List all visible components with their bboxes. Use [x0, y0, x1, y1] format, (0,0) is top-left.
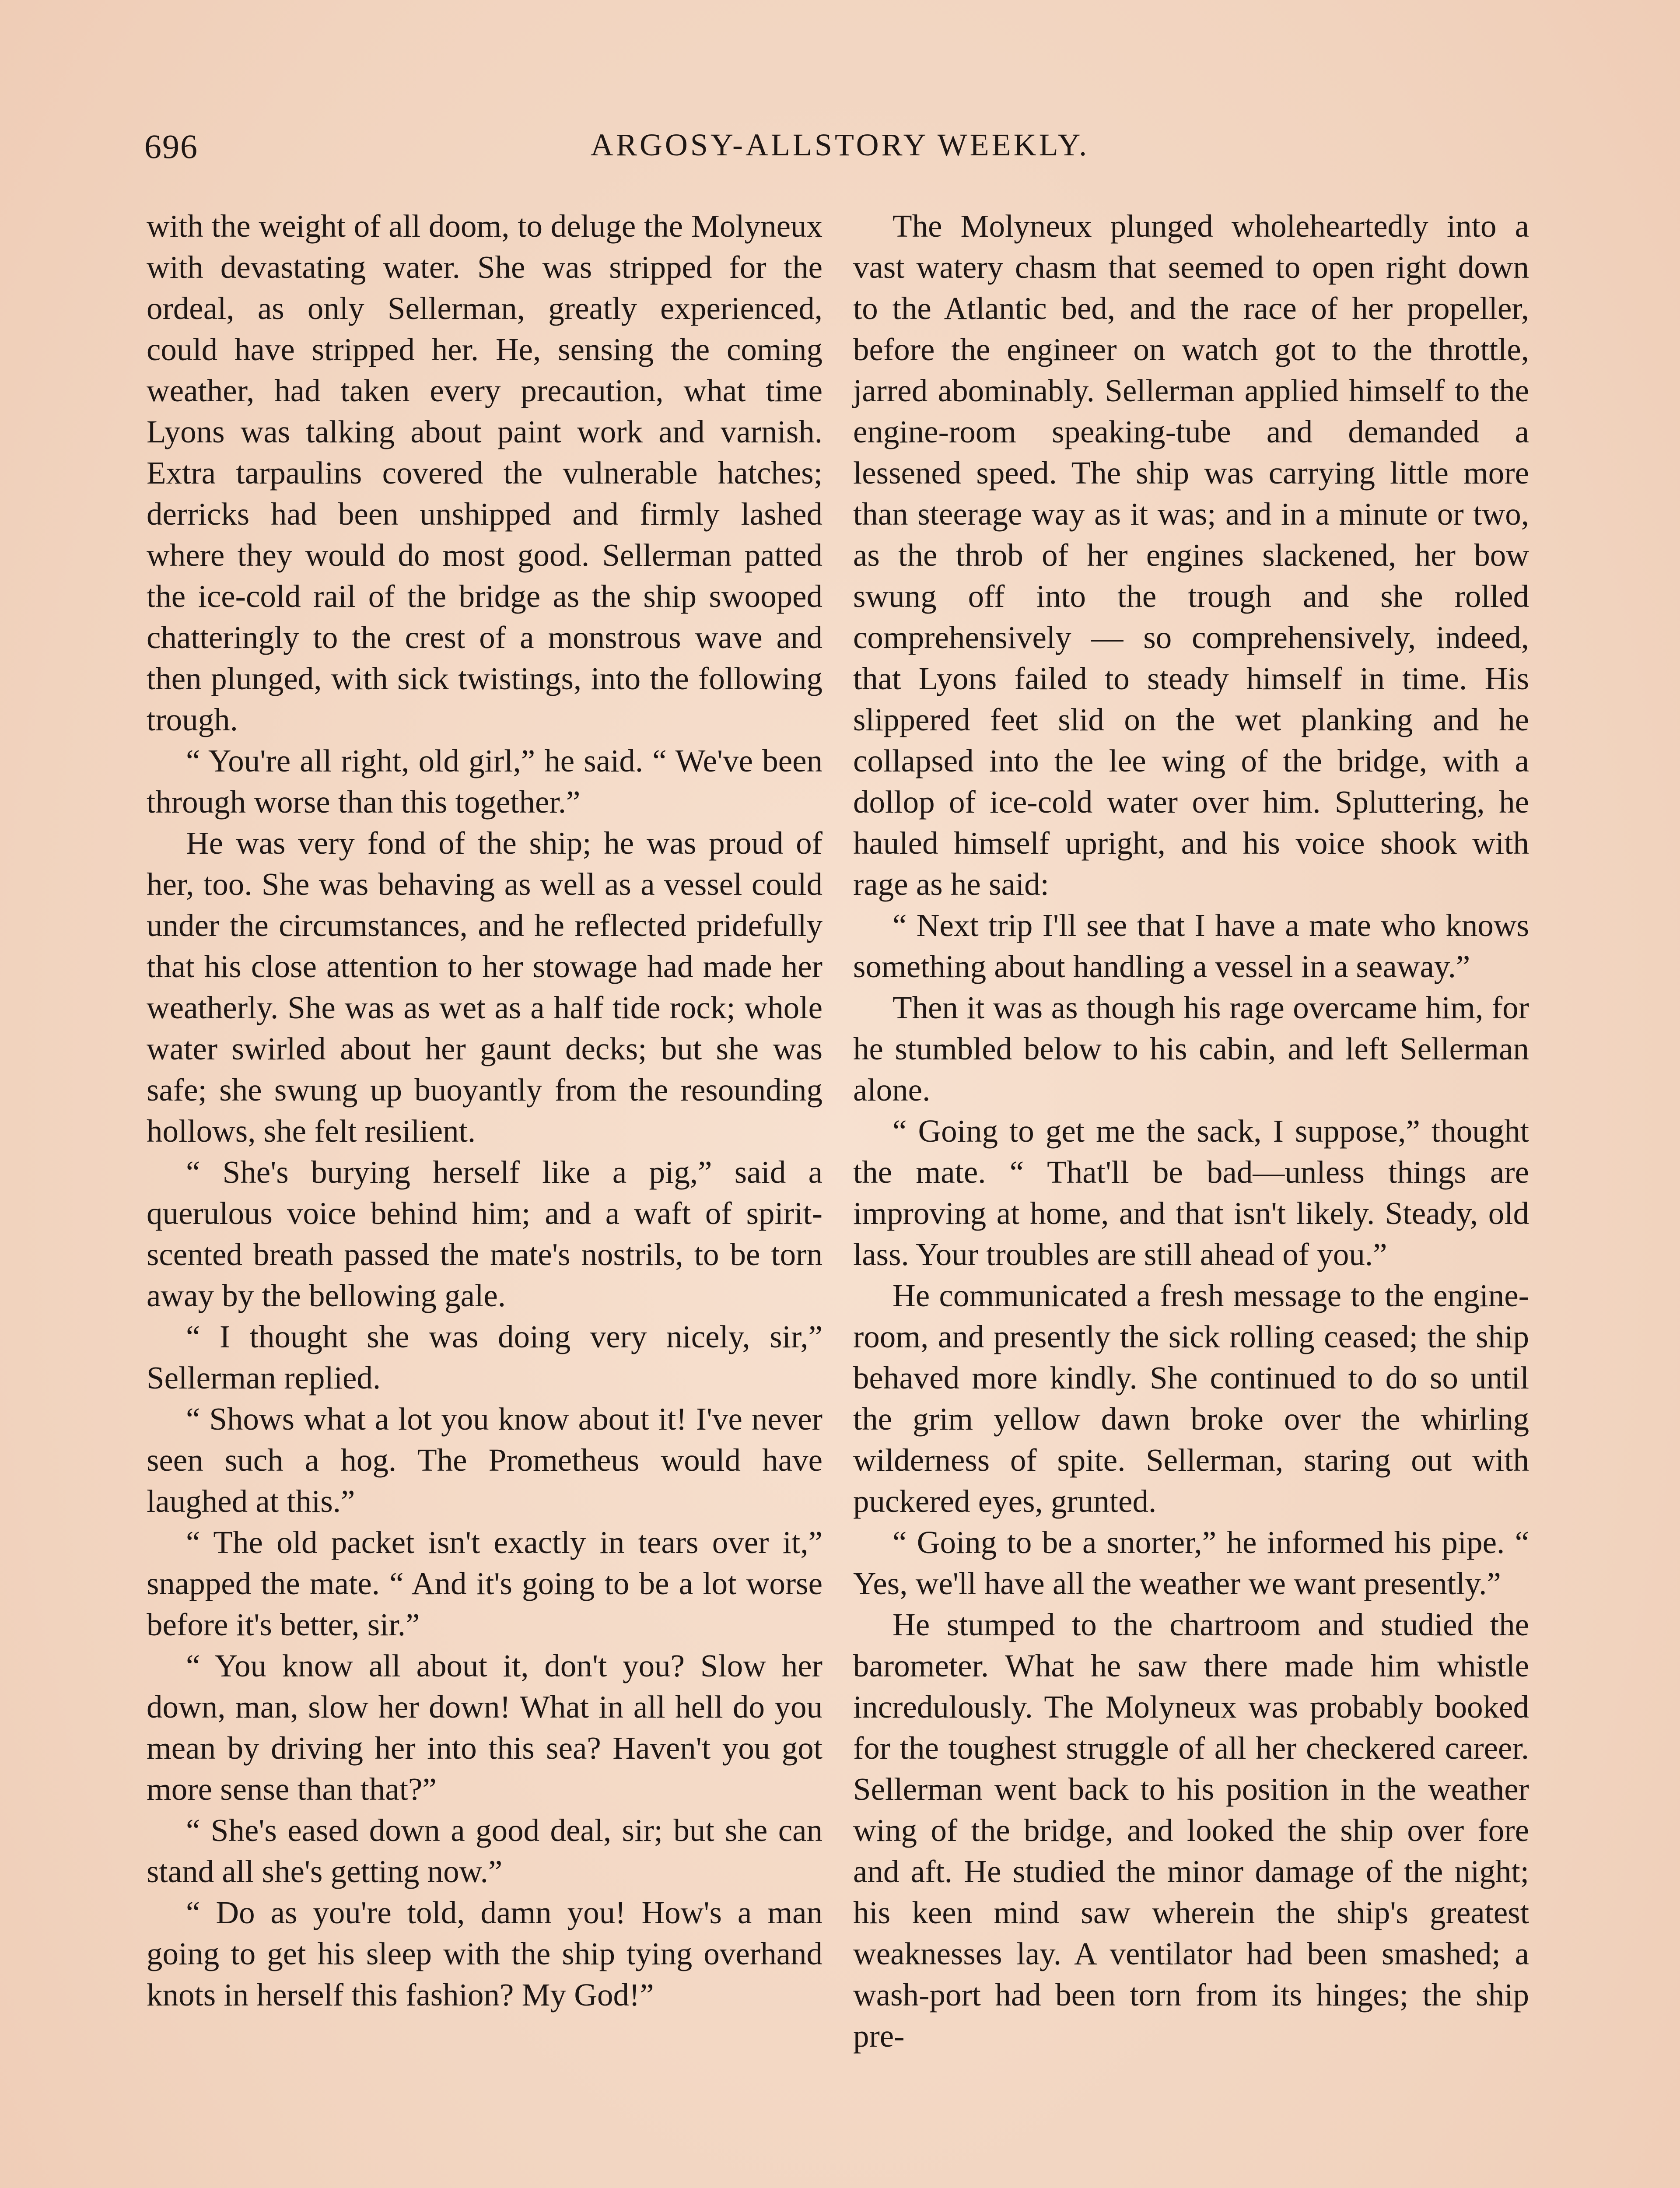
paragraph: “ I thought she was doing very nicely, sir,” Sellerman replied. — [147, 1319, 822, 1396]
page-header — [144, 127, 1536, 179]
paragraph: The Molyneux plunged wholeheartedly into a vast watery chasm that seemed to open right down to the Atlantic bed, and the race of her propeller, before the engineer on watch got to the throttle, jarred abominably. Sellerman applied himself to the engine-room speaking-tube and demanded a lessened speed. The ship was carrying little more than steerage way as it was; and in a minute or two, as the throb of her engines slackened, her bow swung off into the trough and she rolled comprehensively — so comprehensively, indeed, that Lyons failed to steady himself in time. His slippered feet slid on the wet planking and he collapsed into the lee wing of the bridge, with a dollop of ice-cold water over him. Spluttering, he hauled himself upright, and his voice shook with rage as he said: — [853, 208, 1529, 902]
paragraph: “ Do as you're told, damn you! How's a man going to get his sleep with the ship tying overhand knots in herself this fashion? My God!” — [147, 1895, 822, 2013]
paragraph: “ Going to get me the sack, I suppose,” thought the mate. “ That'll be bad—unless things are improving at home, and that isn't likely. Steady, old lass. Your troubles are still ahead of you.” — [853, 1113, 1529, 1272]
running-head: ARGOSY-ALLSTORY WEEKLY. — [590, 127, 1090, 162]
paragraph: “ You're all right, old girl,” he said. “ We've been through worse than this together.” — [147, 743, 822, 820]
right-column — [853, 206, 1529, 2057]
paragraph: with the weight of all doom, to deluge the Molyneux with devastating water. She was stripped for the ordeal, as only Sellerman, greatly experienced, could have stripped her. He, sensing the coming weather, had taken every precaution, what time Lyons was talking about paint work and varnish. Extra tarpaulins covered the vulnerable hatches; derricks had been unshipped and firmly lashed where they would do most good. Sellerman patted the ice-cold rail of the bridge as the ship swooped chatteringly to the crest of a monstrous wave and then plunged, with sick twistings, into the following trough. — [147, 208, 822, 737]
paragraph: He was very fond of the ship; he was proud of her, too. She was behaving as well as a vessel could under the circumstances, and he reflected pridefully that his close attention to her stowage had made her weatherly. She was as wet as a half tide rock; whole water swirled about her gaunt decks; but she was safe; she swung up buoyantly from the resounding hollows, she felt resilient. — [147, 825, 822, 1149]
paragraph: Then it was as though his rage overcame him, for he stumbled below to his cabin, and left Sellerman alone. — [853, 990, 1529, 1108]
paragraph: “ She's burying herself like a pig,” said a querulous voice behind him; and a waft of spirit-scented breath passed the mate's nostrils, to be torn away by the bellowing gale. — [147, 1154, 822, 1313]
paragraph: “ Next trip I'll see that I have a mate who knows something about handling a vessel in a seaway.” — [853, 908, 1529, 984]
paragraph: “ Going to be a snorter,” he informed his pipe. “ Yes, we'll have all the weather we want presently.” — [853, 1525, 1529, 1601]
paragraph: “ You know all about it, don't you? Slow her down, man, slow her down! What in all hell do you mean by driving her into this sea? Haven't you got more sense than that?” — [147, 1648, 822, 1807]
paragraph: “ Shows what a lot you know about it! I've never seen such a hog. The Prometheus would have laughed at this.” — [147, 1401, 822, 1519]
paragraph: He communicated a fresh message to the engine-room, and presently the sick rolling ceased; the ship behaved more kindly. She continued to do so until the grim yellow dawn broke over the whirling wilderness of spite. Sellerman, staring out with puckered eyes, grunted. — [853, 1278, 1529, 1519]
paragraph: “ She's eased down a good deal, sir; but she can stand all she's getting now.” — [147, 1813, 822, 1889]
paragraph: He stumped to the chartroom and studied the barometer. What he saw there made him whistle incredulously. The Molyneux was probably booked for the toughest struggle of all her checkered career. Sellerman went back to his position in the weather wing of the bridge, and looked the ship over fore and aft. He studied the minor damage of the night; his keen mind saw wherein the ship's greatest weaknesses lay. A ventilator had been smashed; a wash-port had been torn from its hinges; the ship pre- — [853, 1607, 1529, 2054]
page-number: 696 — [144, 127, 198, 165]
left-column — [147, 206, 822, 2016]
paragraph: “ The old packet isn't exactly in tears over it,” snapped the mate. “ And it's going to be a lot worse before it's better, sir.” — [147, 1525, 822, 1642]
